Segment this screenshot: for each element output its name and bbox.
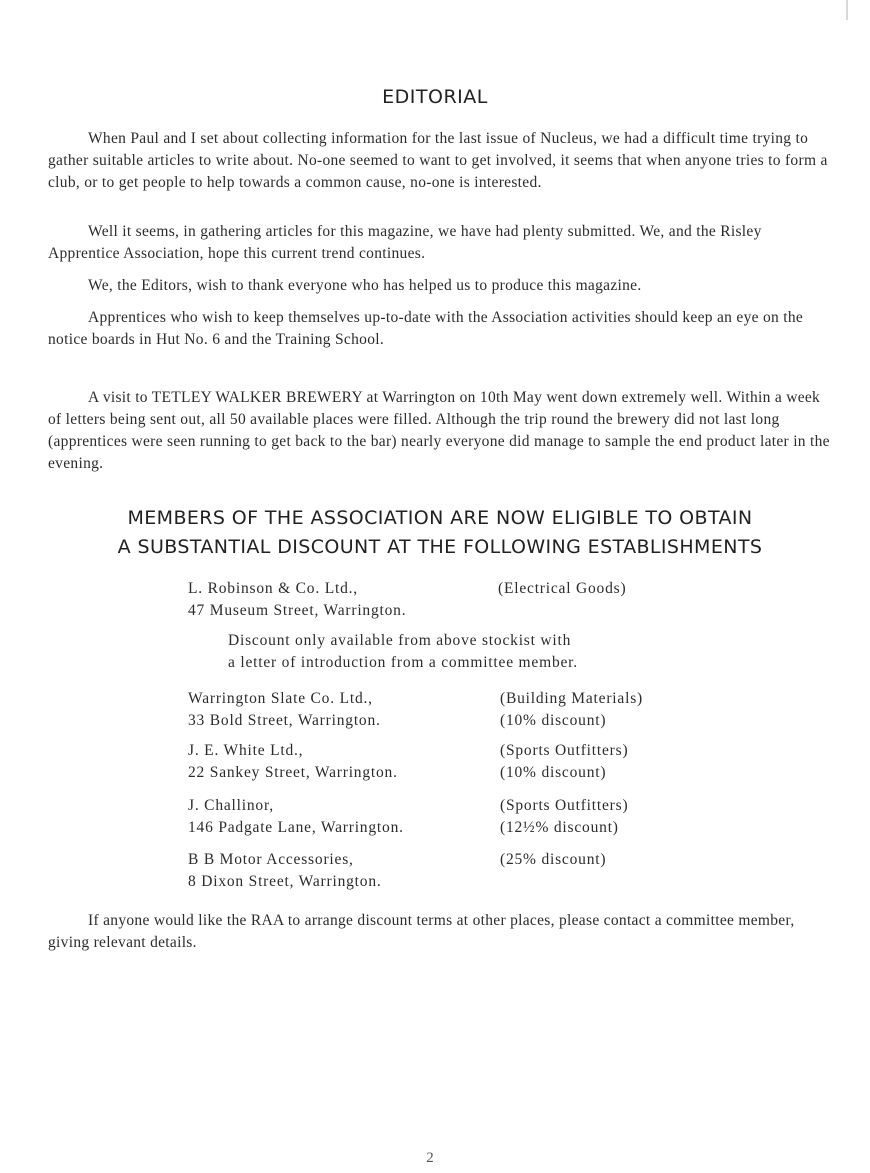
establishment-address: 22 Sankey Street, Warrington. <box>188 764 398 781</box>
establishment-address: 33 Bold Street, Warrington. <box>188 712 381 729</box>
paragraph-collecting-info: When Paul and I set about collecting information for the last issue of Nucleus, we had a difficult time trying to gather suitable articles to write about. No-one seemed to want to get involved, it seems that when anyone tries to form a club, or to get people to help towards a common cause, no-one is interested. <box>48 130 828 191</box>
establishment-category: (Building Materials) <box>500 690 643 707</box>
editorial-title: EDITORIAL <box>382 86 488 108</box>
note-line-2: a letter of introduction from a committee member. <box>228 654 578 671</box>
page-number: 2 <box>426 1150 434 1166</box>
robinson-discount-note <box>228 630 688 674</box>
paragraph-articles-submitted: Well it seems, in gathering articles for this magazine, we have had plenty submitted. We, and the Risley Apprentice Association, hope this current trend continues. <box>48 223 762 262</box>
paragraph-brewery-visit: A visit to TETLEY WALKER BREWERY at Warrington on 10th May went down extremely well. Within a week of letters being sent out, all 50 available places were filled. Although the trip round the brewery did not last long (apprentices were seen running to get back to the bar) nearly everyone did manage to sample the end product later in the evening. <box>48 389 830 472</box>
establishment-name: B B Motor Accessories, <box>188 851 354 868</box>
establishment-discount: (10% discount) <box>500 764 607 781</box>
establishment-name: L. Robinson & Co. Ltd., <box>188 580 358 597</box>
scan-edge-mark <box>846 0 848 20</box>
discount-heading-line-2: A SUBSTANTIAL DISCOUNT AT THE FOLLOWING ESTABLISHMENTS <box>117 536 763 558</box>
paragraph-notice-boards: Apprentices who wish to keep themselves up-to-date with the Association activities should keep an eye on the notice boards in Hut No. 6 and the Training School. <box>48 309 804 348</box>
establishment-category: (Sports Outfitters) <box>500 742 629 759</box>
note-line-1: Discount only available from above stockist with <box>228 632 572 649</box>
establishment-discount: (12½% discount) <box>500 819 619 836</box>
establishment-discount: (10% discount) <box>500 712 607 729</box>
establishment-address: 146 Padgate Lane, Warrington. <box>188 819 404 836</box>
establishment-name: J. Challinor, <box>188 797 274 814</box>
establishment-name: J. E. White Ltd., <box>188 742 304 759</box>
establishment-address: 8 Dixon Street, Warrington. <box>188 873 382 890</box>
paragraph-closing-contact: If anyone would like the RAA to arrange discount terms at other places, please contact a committee member, giving relevant details. <box>48 912 795 951</box>
establishment-discount: (25% discount) <box>500 851 607 868</box>
establishment-category: (Sports Outfitters) <box>500 797 629 814</box>
discount-heading-line-1: MEMBERS OF THE ASSOCIATION ARE NOW ELIGIBLE TO OBTAIN <box>127 507 753 529</box>
establishment-category: (Electrical Goods) <box>498 580 627 597</box>
paragraph-thanks: We, the Editors, wish to thank everyone who has helped us to produce this magazine. <box>88 277 642 294</box>
establishment-name: Warrington Slate Co. Ltd., <box>188 690 373 707</box>
establishment-address: 47 Museum Street, Warrington. <box>188 602 407 619</box>
